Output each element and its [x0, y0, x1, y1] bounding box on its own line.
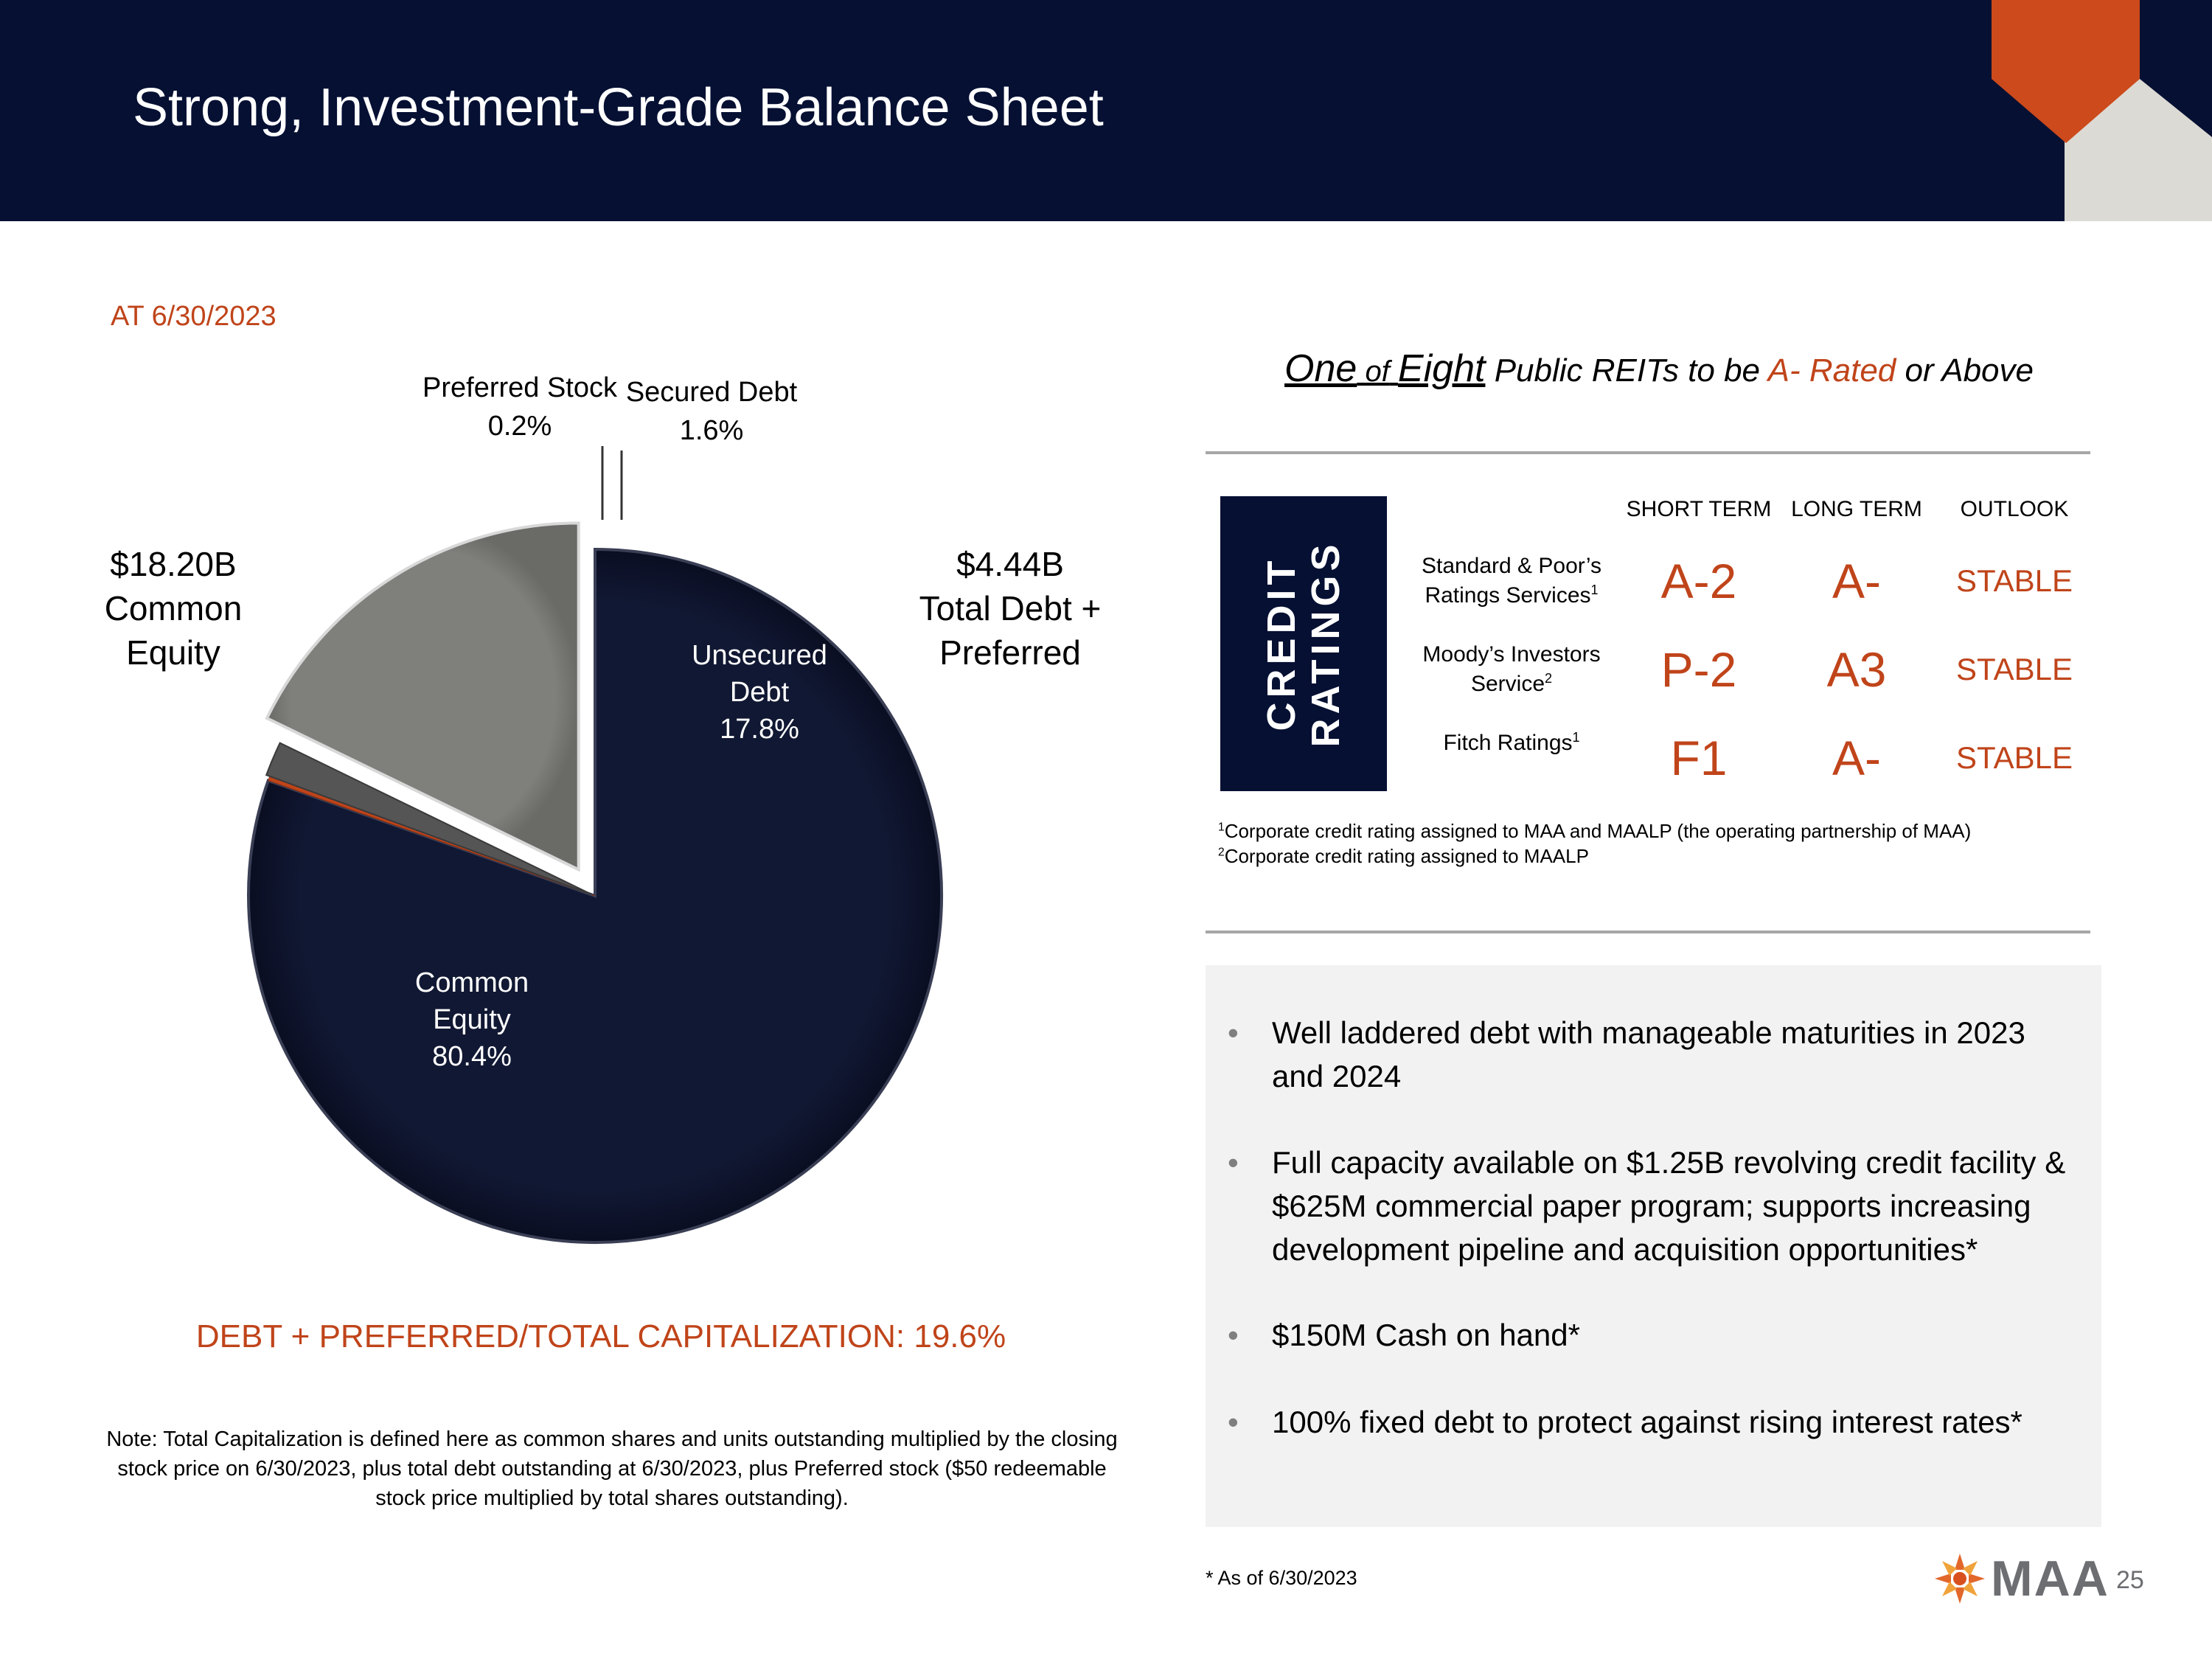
credit-ratings-box-line1: CREDIT [1259, 556, 1304, 731]
corner-decoration [1976, 0, 2212, 221]
equity-callout [66, 542, 280, 675]
agency-moodys-footnote-marker: 2 [1545, 671, 1553, 686]
slide-title: Strong, Investment-Grade Balance Sheet [133, 78, 1104, 137]
agency-moodys-line2-wrap [1394, 669, 1630, 699]
equity-callout-line2: Common [104, 589, 243, 627]
headline-middle: Public REITs to be [1494, 352, 1761, 389]
agency-sp [1394, 552, 1630, 611]
headline-end: or Above [1905, 352, 2034, 389]
highlight-item: • 100% fixed debt to protect against rising interest rates* [1272, 1400, 2083, 1444]
highlight-item: • $150M Cash on hand* [1272, 1313, 2083, 1357]
footnote-2-text: Corporate credit rating assigned to MAALP [1224, 845, 1589, 867]
fitch-short-term-rating: F1 [1670, 731, 1728, 785]
capitalization-note: Note: Total Capitalization is defined here as common shares and units outstanding multiplied by the closing stock price on 6/30/2023, plus total debt outstanding at 6/30/2023, plus Preferred stock ($50 redeemable stock price multiplied by total shares outstanding). [106, 1427, 1118, 1510]
footnote-1-marker: 1 [1218, 821, 1225, 834]
equity-callout-amount: $18.20B [110, 545, 237, 583]
footnote-1 [1218, 820, 1971, 843]
agency-moodys-line2: Service [1470, 672, 1545, 696]
divider-top [1206, 451, 2090, 454]
column-header-long-term: LONG TERM [1791, 497, 1922, 521]
column-header-outlook: OUTLOOK [1960, 497, 2069, 521]
agency-sp-line2-wrap [1394, 581, 1630, 611]
fitch-long-term-rating: A- [1832, 731, 1881, 785]
column-header-short-term: SHORT TERM [1626, 497, 1772, 521]
label-secured-debt-value: 1.6% [679, 415, 744, 446]
agency-fitch [1394, 728, 1630, 758]
label-preferred-stock [413, 369, 627, 445]
headline-rated: A- Rated [1767, 352, 1896, 389]
agency-sp-line1: Standard & Poor’s [1421, 554, 1602, 578]
label-unsecured-debt-value: 17.8% [720, 714, 799, 745]
credit-ratings-box-line2: RATINGS [1304, 540, 1348, 748]
headline-of [1357, 355, 1398, 388]
footnote-2 [1218, 845, 1589, 868]
pie-chart [0, 354, 1202, 1276]
maa-logo-text: MAA [1991, 1551, 2110, 1607]
label-common-equity [383, 964, 560, 1075]
label-common-equity-line1: Common [414, 967, 529, 998]
sp-long-term-rating: A- [1832, 554, 1881, 608]
footnote-2-marker: 2 [1218, 846, 1225, 859]
label-secured-debt [619, 373, 804, 450]
label-secured-debt-name: Secured Debt [625, 377, 798, 408]
label-unsecured-debt-line2: Debt [729, 677, 790, 708]
fitch-outlook: STABLE [1956, 740, 2073, 775]
highlights-panel [1206, 965, 2101, 1527]
credit-ratings-box [1220, 496, 1387, 791]
highlight-item: • Full capacity available on $1.25B revolving credit facility & $625M commercial paper program; supports increasing development pipeline and acquisition opportunities* [1272, 1141, 2083, 1271]
agency-moodys [1394, 640, 1630, 699]
label-preferred-stock-name: Preferred Stock [422, 372, 617, 403]
highlight-item: • Well laddered debt with manageable maturities in 2023 and 2024 [1272, 1011, 2083, 1098]
label-common-equity-value: 80.4% [432, 1041, 512, 1072]
agency-sp-footnote-marker: 1 [1590, 582, 1599, 597]
maa-logo-icon [1933, 1552, 1986, 1605]
label-preferred-stock-value: 0.2% [487, 411, 552, 442]
debt-callout-line3: Preferred [939, 633, 1081, 672]
ratings-headline [1206, 347, 2112, 391]
moodys-short-term-rating: P-2 [1660, 642, 1737, 697]
agency-sp-line2: Ratings Services [1425, 583, 1591, 608]
agency-fitch-line1-wrap [1394, 728, 1630, 758]
capitalization-ratio: DEBT + PREFERRED/TOTAL CAPITALIZATION: 19.6% [195, 1318, 1006, 1354]
sp-short-term-rating: A-2 [1660, 554, 1737, 608]
label-unsecured-debt [671, 637, 848, 748]
as-of-footnote: * As of 6/30/2023 [1206, 1567, 1357, 1589]
label-common-equity-line2: Equity [433, 1004, 511, 1035]
debt-callout-line2: Total Debt + [919, 589, 1102, 627]
debt-callout-amount: $4.44B [956, 545, 1064, 583]
headline-one: One [1284, 347, 1357, 390]
divider-bottom [1206, 931, 2090, 933]
moodys-long-term-rating: A3 [1826, 642, 1887, 697]
as-of-date: AT 6/30/2023 [111, 301, 276, 332]
agency-fitch-line1: Fitch Ratings [1443, 731, 1573, 755]
headline-eight: Eight [1397, 347, 1486, 390]
footnote-1-text: Corporate credit rating assigned to MAA and MAALP (the operating partnership of MAA) [1224, 820, 1972, 842]
headline-of-word: of [1365, 355, 1390, 388]
debt-callout [877, 542, 1143, 675]
page-number: 25 [2116, 1566, 2144, 1594]
credit-ratings-box-text [1259, 540, 1348, 748]
moodys-outlook: STABLE [1956, 652, 2073, 686]
label-unsecured-debt-line1: Unsecured [692, 640, 827, 671]
sp-outlook: STABLE [1956, 563, 2073, 598]
equity-callout-line3: Equity [126, 633, 220, 672]
agency-fitch-footnote-marker: 1 [1572, 730, 1580, 745]
agency-moodys-line1: Moody’s Investors [1422, 642, 1601, 667]
